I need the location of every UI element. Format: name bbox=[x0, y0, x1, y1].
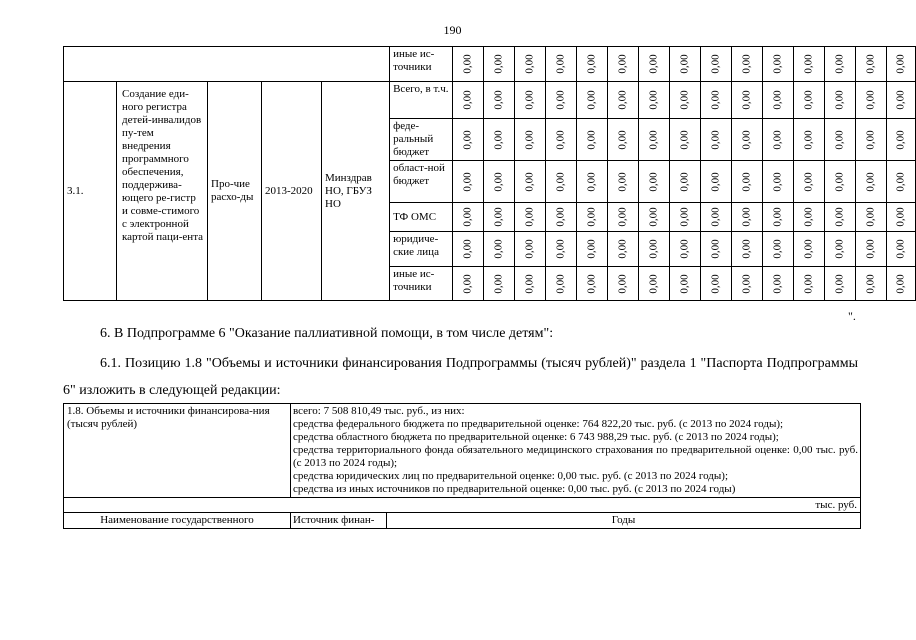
value-text: 0,00 bbox=[523, 273, 536, 294]
value-cell bbox=[515, 47, 546, 82]
value-cell bbox=[515, 161, 546, 203]
item-description: Создание еди-ного регистра детей-инвалидов пу-тем внедрения программного обеспечения, поддержива-ющего ре-гистр и совме-стимого с электронной картой паци-ента bbox=[117, 82, 208, 301]
value-cell bbox=[732, 203, 763, 232]
value-cell bbox=[763, 82, 794, 119]
value-cell bbox=[515, 232, 546, 267]
value-text: 0,00 bbox=[678, 171, 691, 192]
value-cell bbox=[670, 203, 701, 232]
funding-line: средства территориального фонда обязательного медицинского страхования по предварительной оценке: 0,00 тыс. руб. (с 2013 по 2024 годы); bbox=[293, 444, 859, 469]
source-cell: иные ис-точники bbox=[390, 47, 453, 82]
value-text: 0,00 bbox=[461, 54, 474, 74]
value-text: 0,00 bbox=[554, 273, 567, 294]
value-text: 0,00 bbox=[554, 54, 567, 74]
value-text: 0,00 bbox=[585, 129, 598, 150]
value-cell bbox=[701, 267, 732, 301]
value-text: 0,00 bbox=[740, 54, 753, 74]
item-number: 3.1. bbox=[64, 82, 117, 301]
value-cell bbox=[825, 232, 856, 267]
value-cell bbox=[794, 161, 825, 203]
paragraph-1: 6. В Подпрограмме 6 "Оказание паллиативной помощи, в том числе детям": bbox=[100, 326, 554, 341]
value-cell bbox=[670, 82, 701, 119]
value-text: 0,00 bbox=[461, 129, 474, 150]
value-cell bbox=[701, 161, 732, 203]
value-text: 0,00 bbox=[802, 273, 815, 294]
value-cell bbox=[701, 203, 732, 232]
header-name: Наименование государственного bbox=[64, 513, 291, 529]
value-text: 0,00 bbox=[771, 171, 784, 192]
value-text: 0,00 bbox=[616, 129, 629, 150]
value-cell bbox=[484, 203, 515, 232]
value-cell bbox=[763, 232, 794, 267]
value-text: 0,00 bbox=[554, 239, 567, 259]
table-row bbox=[64, 498, 861, 513]
value-cell bbox=[887, 232, 916, 267]
table-header-row bbox=[64, 513, 861, 529]
value-cell bbox=[639, 161, 670, 203]
value-text: 0,00 bbox=[833, 239, 846, 259]
value-cell bbox=[484, 267, 515, 301]
value-cell bbox=[825, 203, 856, 232]
value-text: 0,00 bbox=[864, 207, 877, 227]
value-text: 0,00 bbox=[461, 207, 474, 227]
value-cell bbox=[546, 47, 577, 82]
value-cell bbox=[856, 82, 887, 119]
source-cell: феде-ральный бюджет bbox=[390, 119, 453, 161]
paragraph-2: 6.1. Позицию 1.8 "Объемы и источники финансирования Подпрограммы (тысяч рублей)" раздела 1 "Паспорта Подпрограммы 6" изложить в следующей редакции: bbox=[63, 356, 858, 398]
value-text: 0,00 bbox=[740, 171, 753, 192]
value-cell bbox=[732, 119, 763, 161]
value-text: 0,00 bbox=[864, 171, 877, 192]
value-text: 0,00 bbox=[802, 207, 815, 227]
funding-line: средства федерального бюджета по предварительной оценке: 764 822,20 тыс. руб. (с 2013 по 2024 годы); bbox=[293, 418, 784, 430]
executor: Минздрав НО, ГБУЗ НО bbox=[322, 82, 390, 301]
value-text: 0,00 bbox=[554, 207, 567, 227]
value-text: 0,00 bbox=[492, 273, 505, 294]
value-cell bbox=[453, 203, 484, 232]
value-text: 0,00 bbox=[771, 129, 784, 150]
value-text: 0,00 bbox=[802, 54, 815, 74]
funding-table bbox=[63, 403, 861, 529]
value-cell bbox=[453, 119, 484, 161]
value-text: 0,00 bbox=[678, 273, 691, 294]
value-text: 0,00 bbox=[523, 171, 536, 192]
funding-line: средства из иных источников по предварительной оценке: 0,00 тыс. руб. (с 2013 по 2024 годы) bbox=[293, 483, 736, 495]
period: 2013-2020 bbox=[262, 82, 322, 301]
value-cell bbox=[577, 161, 608, 203]
value-cell bbox=[763, 119, 794, 161]
value-cell bbox=[794, 47, 825, 82]
value-cell bbox=[577, 203, 608, 232]
value-cell bbox=[577, 47, 608, 82]
value-cell bbox=[887, 47, 916, 82]
value-text: 0,00 bbox=[771, 90, 784, 110]
value-cell bbox=[794, 82, 825, 119]
value-text: 0,00 bbox=[585, 207, 598, 227]
value-text: 0,00 bbox=[554, 90, 567, 110]
value-cell bbox=[546, 232, 577, 267]
value-cell bbox=[670, 119, 701, 161]
header-source: Источник финан- bbox=[291, 513, 387, 529]
value-text: 0,00 bbox=[678, 239, 691, 259]
value-text: 0,00 bbox=[709, 207, 722, 227]
value-text: 0,00 bbox=[616, 90, 629, 110]
value-text: 0,00 bbox=[461, 239, 474, 259]
value-cell bbox=[515, 82, 546, 119]
value-cell bbox=[639, 267, 670, 301]
value-text: 0,00 bbox=[771, 239, 784, 259]
value-text: 0,00 bbox=[740, 207, 753, 227]
value-cell bbox=[608, 119, 639, 161]
value-cell bbox=[701, 47, 732, 82]
value-cell bbox=[515, 203, 546, 232]
page-number: 190 bbox=[443, 23, 462, 37]
value-cell bbox=[856, 47, 887, 82]
value-text: 0,00 bbox=[709, 273, 722, 294]
value-text: 0,00 bbox=[492, 129, 505, 150]
value-cell bbox=[701, 232, 732, 267]
value-text: 0,00 bbox=[894, 129, 907, 150]
value-cell bbox=[763, 203, 794, 232]
value-text: 0,00 bbox=[616, 273, 629, 294]
value-text: 0,00 bbox=[740, 273, 753, 294]
value-text: 0,00 bbox=[616, 207, 629, 227]
value-cell bbox=[484, 161, 515, 203]
source-cell: ТФ ОМС bbox=[390, 203, 453, 232]
value-text: 0,00 bbox=[802, 90, 815, 110]
value-text: 0,00 bbox=[894, 239, 907, 259]
value-cell bbox=[825, 119, 856, 161]
table-row bbox=[64, 47, 916, 82]
funding-line: средства областного бюджета по предварительной оценке: 6 743 988,29 тыс. руб. (с 2013 по 2024 годы); bbox=[293, 431, 779, 443]
value-text: 0,00 bbox=[894, 54, 907, 74]
value-text: 0,00 bbox=[833, 129, 846, 150]
value-text: 0,00 bbox=[833, 54, 846, 74]
value-cell bbox=[484, 47, 515, 82]
value-text: 0,00 bbox=[461, 90, 474, 110]
value-text: 0,00 bbox=[647, 54, 660, 74]
value-cell bbox=[577, 82, 608, 119]
value-text: 0,00 bbox=[709, 171, 722, 192]
source-cell: юридиче-ские лица bbox=[390, 232, 453, 267]
value-cell bbox=[577, 267, 608, 301]
value-text: 0,00 bbox=[709, 54, 722, 74]
value-text: 0,00 bbox=[864, 129, 877, 150]
value-cell bbox=[701, 82, 732, 119]
value-text: 0,00 bbox=[709, 129, 722, 150]
value-cell bbox=[887, 82, 916, 119]
value-text: 0,00 bbox=[894, 90, 907, 110]
value-text: 0,00 bbox=[678, 90, 691, 110]
value-text: 0,00 bbox=[492, 90, 505, 110]
value-cell bbox=[856, 161, 887, 203]
value-text: 0,00 bbox=[740, 90, 753, 110]
funding-line: средства юридических лиц по предварительной оценке: 0,00 тыс. руб. (с 2013 по 2024 годы); bbox=[293, 470, 728, 482]
value-text: 0,00 bbox=[802, 171, 815, 192]
value-cell bbox=[763, 161, 794, 203]
value-cell bbox=[825, 267, 856, 301]
value-text: 0,00 bbox=[647, 207, 660, 227]
value-text: 0,00 bbox=[740, 239, 753, 259]
value-cell bbox=[856, 203, 887, 232]
value-text: 0,00 bbox=[461, 273, 474, 294]
value-cell bbox=[453, 82, 484, 119]
value-cell bbox=[639, 203, 670, 232]
value-cell bbox=[608, 47, 639, 82]
value-cell bbox=[639, 82, 670, 119]
source-cell: иные ис-точники bbox=[390, 267, 453, 301]
value-text: 0,00 bbox=[554, 171, 567, 192]
value-cell bbox=[453, 161, 484, 203]
value-text: 0,00 bbox=[492, 239, 505, 259]
value-cell bbox=[608, 232, 639, 267]
funding-details bbox=[291, 404, 861, 498]
value-text: 0,00 bbox=[678, 54, 691, 74]
funding-label: 1.8. Объемы и источники финансирова-ния (тысяч рублей) bbox=[64, 404, 291, 498]
value-cell bbox=[608, 82, 639, 119]
value-cell bbox=[577, 232, 608, 267]
value-text: 0,00 bbox=[616, 171, 629, 192]
value-text: 0,00 bbox=[523, 207, 536, 227]
value-cell bbox=[794, 267, 825, 301]
value-text: 0,00 bbox=[647, 90, 660, 110]
value-text: 0,00 bbox=[864, 54, 877, 74]
financing-table-continuation bbox=[63, 46, 916, 301]
value-text: 0,00 bbox=[833, 273, 846, 294]
value-text: 0,00 bbox=[461, 171, 474, 192]
value-cell bbox=[887, 267, 916, 301]
blank-cell bbox=[64, 47, 390, 82]
value-cell bbox=[484, 119, 515, 161]
value-text: 0,00 bbox=[833, 90, 846, 110]
value-text: 0,00 bbox=[771, 54, 784, 74]
value-text: 0,00 bbox=[894, 207, 907, 227]
value-text: 0,00 bbox=[492, 171, 505, 192]
value-text: 0,00 bbox=[802, 129, 815, 150]
value-cell bbox=[453, 232, 484, 267]
value-text: 0,00 bbox=[833, 207, 846, 227]
expense-type: Про-чие расхо-ды bbox=[208, 82, 262, 301]
value-cell bbox=[453, 267, 484, 301]
closing-quote: ". bbox=[848, 309, 856, 323]
header-years: Годы bbox=[387, 513, 861, 529]
value-cell bbox=[639, 232, 670, 267]
value-text: 0,00 bbox=[833, 171, 846, 192]
value-text: 0,00 bbox=[523, 239, 536, 259]
value-cell bbox=[546, 161, 577, 203]
value-cell bbox=[763, 47, 794, 82]
source-cell: област-ной бюджет bbox=[390, 161, 453, 203]
value-cell bbox=[639, 119, 670, 161]
value-cell bbox=[732, 47, 763, 82]
value-text: 0,00 bbox=[771, 207, 784, 227]
value-cell bbox=[825, 47, 856, 82]
value-cell bbox=[670, 47, 701, 82]
value-cell bbox=[608, 161, 639, 203]
value-text: 0,00 bbox=[585, 171, 598, 192]
value-cell bbox=[577, 119, 608, 161]
value-text: 0,00 bbox=[864, 239, 877, 259]
value-cell bbox=[453, 47, 484, 82]
value-text: 0,00 bbox=[678, 129, 691, 150]
value-cell bbox=[546, 82, 577, 119]
value-text: 0,00 bbox=[709, 90, 722, 110]
value-cell bbox=[670, 161, 701, 203]
value-text: 0,00 bbox=[894, 171, 907, 192]
value-text: 0,00 bbox=[585, 54, 598, 74]
value-cell bbox=[732, 232, 763, 267]
units-label: тыс. руб. bbox=[64, 498, 861, 513]
value-text: 0,00 bbox=[523, 129, 536, 150]
value-cell bbox=[515, 267, 546, 301]
value-text: 0,00 bbox=[523, 54, 536, 74]
value-text: 0,00 bbox=[647, 273, 660, 294]
value-cell bbox=[484, 232, 515, 267]
value-text: 0,00 bbox=[864, 90, 877, 110]
value-cell bbox=[825, 82, 856, 119]
value-cell bbox=[670, 232, 701, 267]
value-text: 0,00 bbox=[740, 129, 753, 150]
value-cell bbox=[546, 119, 577, 161]
value-cell bbox=[732, 82, 763, 119]
value-cell bbox=[856, 119, 887, 161]
value-text: 0,00 bbox=[678, 207, 691, 227]
value-text: 0,00 bbox=[616, 54, 629, 74]
value-cell bbox=[639, 47, 670, 82]
value-cell bbox=[732, 161, 763, 203]
value-text: 0,00 bbox=[492, 207, 505, 227]
value-cell bbox=[608, 203, 639, 232]
value-text: 0,00 bbox=[554, 129, 567, 150]
value-text: 0,00 bbox=[585, 273, 598, 294]
value-cell bbox=[484, 82, 515, 119]
source-cell: Всего, в т.ч. bbox=[390, 82, 453, 119]
value-text: 0,00 bbox=[492, 54, 505, 74]
value-text: 0,00 bbox=[864, 273, 877, 294]
value-cell bbox=[515, 119, 546, 161]
value-cell bbox=[794, 232, 825, 267]
value-cell bbox=[794, 119, 825, 161]
value-cell bbox=[732, 267, 763, 301]
value-cell bbox=[887, 161, 916, 203]
value-text: 0,00 bbox=[647, 239, 660, 259]
value-cell bbox=[546, 267, 577, 301]
value-cell bbox=[794, 203, 825, 232]
value-text: 0,00 bbox=[585, 90, 598, 110]
value-cell bbox=[670, 267, 701, 301]
value-cell bbox=[608, 267, 639, 301]
value-cell bbox=[546, 203, 577, 232]
value-cell bbox=[763, 267, 794, 301]
value-text: 0,00 bbox=[771, 273, 784, 294]
value-text: 0,00 bbox=[709, 239, 722, 259]
value-cell bbox=[701, 119, 732, 161]
funding-line: всего: 7 508 810,49 тыс. руб., из них: bbox=[293, 405, 465, 417]
value-text: 0,00 bbox=[523, 90, 536, 110]
value-cell bbox=[856, 232, 887, 267]
value-text: 0,00 bbox=[585, 239, 598, 259]
value-cell bbox=[887, 119, 916, 161]
value-text: 0,00 bbox=[647, 171, 660, 192]
value-cell bbox=[856, 267, 887, 301]
table-row bbox=[64, 82, 916, 119]
value-cell bbox=[887, 203, 916, 232]
value-text: 0,00 bbox=[647, 129, 660, 150]
table-row bbox=[64, 404, 861, 498]
value-text: 0,00 bbox=[894, 273, 907, 294]
value-text: 0,00 bbox=[802, 239, 815, 259]
value-cell bbox=[825, 161, 856, 203]
value-text: 0,00 bbox=[616, 239, 629, 259]
